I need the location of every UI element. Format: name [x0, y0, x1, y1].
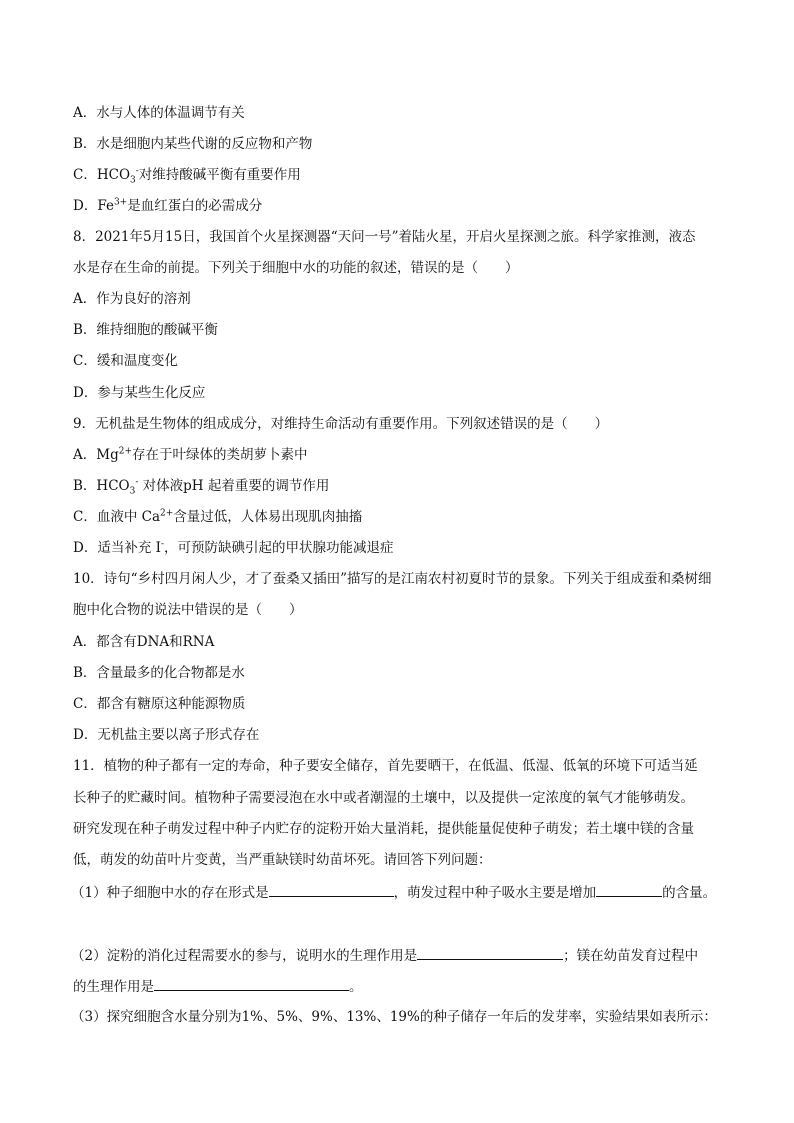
- q9-option-d: D．适当补充 I-，可预防缺碘引起的甲状腺功能减退症: [73, 539, 394, 556]
- q8-stem-line1: 8．2021年5月15日，我国首个火星探测器“天问一号”着陆火星，开启火星探测之旅。科学家推测，液态: [73, 229, 696, 245]
- q7-option-c: C．$HCO_3^-$对维持酸碱平衡有重要作用: [73, 166, 301, 186]
- answer-blank-4[interactable]: [154, 977, 349, 991]
- q10-option-c: C．都含有糖原这种能源物质: [73, 696, 246, 712]
- q8-option-a: A．作为良好的溶剂: [73, 291, 191, 307]
- q8-option-c: C．缓和温度变化: [73, 353, 178, 369]
- q11-stem-line3: 研究发现在种子萌发过程中种子内贮存的淀粉开始大量消耗，提供能量促使种子萌发；若土壤中镁的含量: [73, 821, 694, 837]
- answer-blank-1[interactable]: [269, 883, 394, 897]
- q9-stem: 9．无机盐是生物体的组成成分，对维持生命活动有重要作用。下列叙述错误的是（ ）: [73, 416, 609, 432]
- q10-option-a: A．都含有DNA和RNA: [73, 634, 215, 650]
- q10-option-d: D．无机盐主要以离子形式存在: [73, 727, 260, 743]
- q7-option-a: A．水与人体的体温调节有关: [73, 105, 245, 121]
- q10-stem-line1: 10．诗句“乡村四月闲人少，才了蚕桑又插田”描写的是江南农村初夏时节的景象。下列关于组成蚕和桑树细: [73, 571, 712, 587]
- q9-option-c: C．血液中 $Ca^{2+}$含量过低，人体易出现肌肉抽搐: [73, 508, 363, 525]
- q10-stem-line2: 胞中化合物的说法中错误的是（ ）: [73, 602, 303, 618]
- q10-option-b: B．含量最多的化合物都是水: [73, 665, 245, 681]
- q8-option-b: B．维持细胞的酸碱平衡: [73, 322, 218, 338]
- q11-stem-line2: 长种子的贮藏时间。植物种子需要浸泡在水中或者潮湿的土壤中，以及提供一定浓度的氧气才能够萌发。: [73, 790, 694, 806]
- q11-subquestion-1: （1）种子细胞中水的存在形式是 ，萌发过程中种子吸水主要是增加 的含量。: [71, 885, 717, 901]
- q11-stem-line4: 低，萌发的幼苗叶片变黄，当严重缺镁时幼苗坏死。请回答下列问题：: [73, 852, 492, 868]
- answer-blank-3[interactable]: [417, 946, 563, 960]
- q7-option-d: D．$Fe^{3+}$是血红蛋白的必需成分: [73, 197, 263, 214]
- q11-subquestion-2-line1: （2）淀粉的消化过程需要水的参与，说明水的生理作用是 ；镁在幼苗发育过程中: [71, 948, 699, 964]
- q11-subquestion-3: （3）探究细胞含水量分别为1%、5%、9%、13%、19%的种子储存一年后的发芽率，实验结果如表所示：: [71, 1009, 717, 1025]
- q7-option-b: B．水是细胞内某些代谢的反应物和产物: [73, 136, 313, 152]
- q8-option-d: D．参与某些生化反应: [73, 385, 206, 401]
- q8-stem-line2: 水是存在生命的前提。下列关于细胞中水的功能的叙述，错误的是（ ）: [73, 260, 519, 276]
- q9-option-b: B．$HCO_3^-$ 对体液pH 起着重要的调节作用: [73, 477, 330, 497]
- answer-blank-2[interactable]: [596, 883, 662, 897]
- q9-option-a: A．$Mg^{2+}$存在于叶绿体的类胡萝卜素中: [73, 446, 308, 463]
- q11-stem-line1: 11．植物的种子都有一定的寿命，种子要安全储存，首先要晒干，在低温、低湿、低氧的环境下可适当延: [73, 758, 698, 774]
- q11-subquestion-2-line2: 的生理作用是 。: [73, 979, 363, 995]
